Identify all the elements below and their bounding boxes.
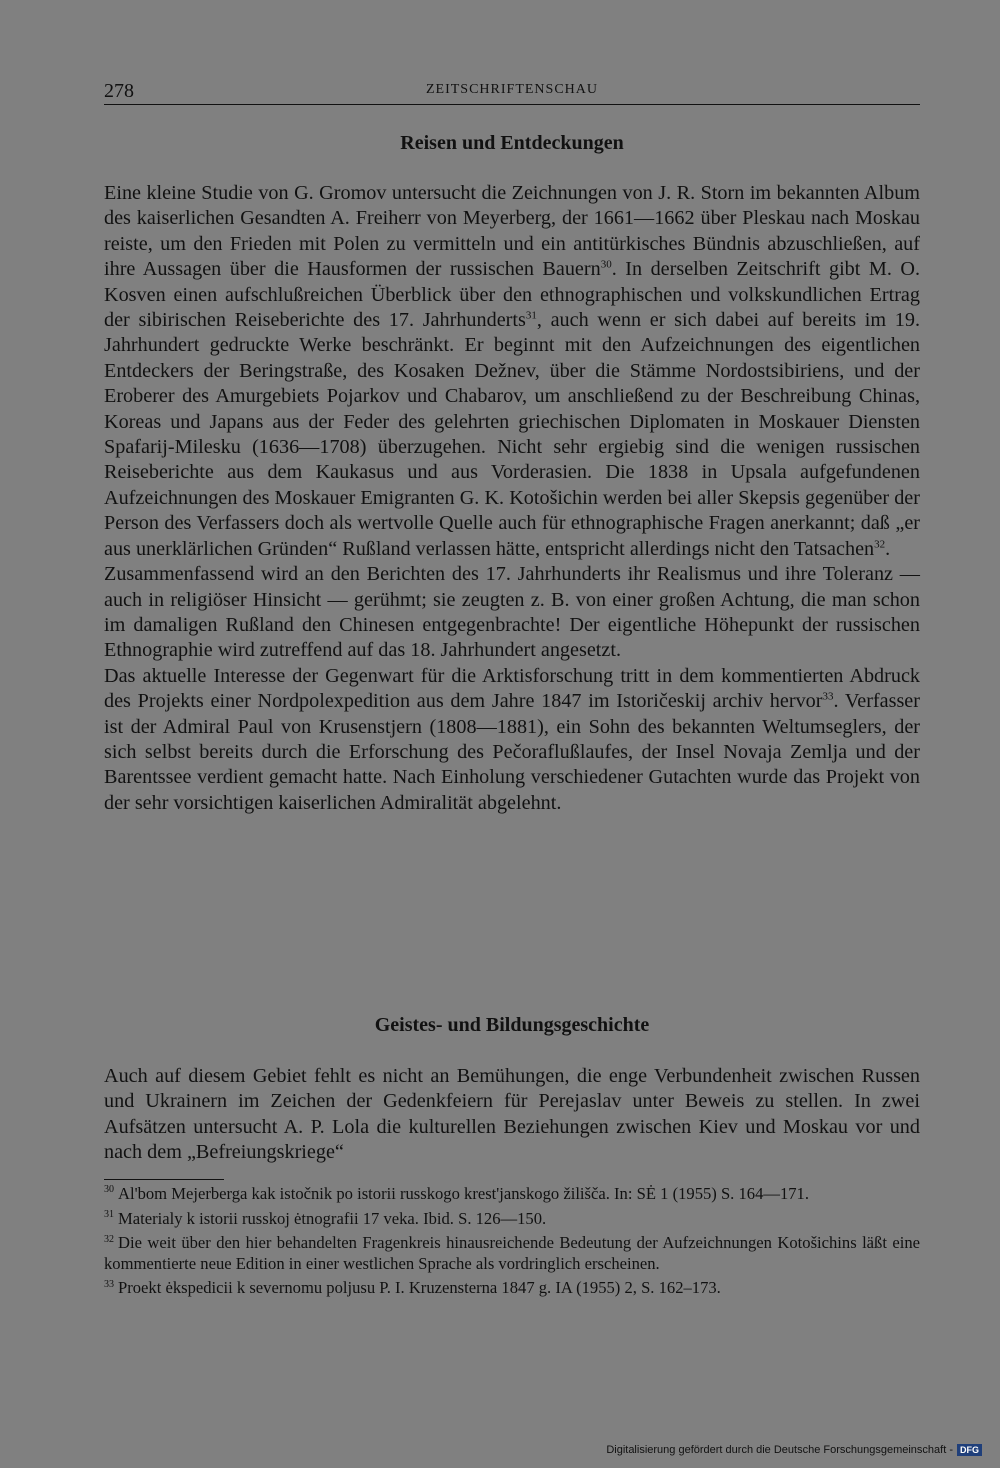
section-body-travels — [104, 181, 920, 816]
footnote-mark: 30 — [104, 1184, 114, 1196]
running-head: ZEITSCHRIFTENSCHAU — [425, 82, 598, 97]
page-number: 278 — [104, 80, 134, 102]
paragraph-text: . Verfasser ist der Admiral Paul von Krusenstjern (1808—1881), ein Sohn des bekannten Weltumseglers, der sich selbst bereits durch die Erforschung des Pečoraflußlaufes, der Insel Novaja Zemlja und der Barentssee verdient gemacht hatte. Nach Einholung verschiedener Gutachten wurde das Projekt von der sehr vorsichtigen kaiserlichen Admiralität abgelehnt. — [104, 690, 920, 814]
digitization-note — [606, 1444, 982, 1456]
footnote-text: Al'bom Mejerberga kak istočnik po istorii russkogo krest'janskogo žilišča. In: SĖ 1 (1955) S. 164—171. — [118, 1184, 810, 1203]
paragraph-text: Eine kleine Studie von G. Gromov untersucht die Zeichnungen von J. R. Storn im bekannten Album des kaiserlichen Gesandten A. Freiherr von Meyerberg, der 1661—1662 über Pleskau nach Moskau reiste, um den Frieden mit Polen zu vermitteln und ein antitürkisches Bündnis abzuschließen, auf ihre Aussagen über die Hausformen der russischen Bauern — [104, 182, 920, 281]
paragraph: Zusammenfassend wird an den Berichten des 17. Jahrhunderts ihr Realismus und ihre Toleranz — auch in religiöser Hinsicht — gerühmt; sie zeugten z. B. von einer großen Achtung, die man schon im damaligen Rußland den Chinesen entgegenbrachte! Der eigentliche Höhepunkt der russischen Ethnographie wird zutreffend auf das 18. Jahrhundert angesetzt. — [104, 563, 920, 662]
paragraph-text: Das aktuelle Interesse der Gegenwart für die Arktisforschung tritt in dem kommentierten Abdruck des Projekts einer Nordpolexpedition aus dem Jahre 1847 im Istoričeskij archiv hervor — [104, 664, 920, 713]
footnote — [104, 1209, 920, 1230]
section-body-intellectual-history — [104, 1064, 920, 1166]
footnote-ref: 33 — [822, 690, 834, 703]
paragraph — [104, 181, 920, 562]
footnote-ref: 30 — [600, 258, 612, 271]
paragraph-text: , auch wenn er sich dabei auf bereits im 19. Jahrhundert gedruckte Werke beschränkt. Er beginnt mit den Aufzeichnungen des eigentlichen Entdeckers der Beringstraße, des Kosaken Dežnev, über die Stämme Nordostsibiriens, und der Eroberer des Amurgebiets Pojarkov und Chabarov, um anschließend zu der Beschreibung Chinas, Koreas und Japans aus der Feder des gelehrten griechischen Diplomaten in Moskauer Diensten Spafarij-Milesku (1636—1708) überzugehen. Nicht sehr ergiebig sind die wenigen russischen Reiseberichte aus dem Kaukasus und aus Vorderasien. Die 1838 in Upsala aufgefundenen Aufzeichnungen des Moskauer Emigranten G. K. Kotošichin werden bei aller Skepsis gegenüber der Person des Verfassers doch als wertvolle Quelle auch für ethnographische Fragen anerkannt; daß „er aus unerklärlichen Gründen“ Rußland verlassen hätte, entspricht allerdings nicht den Tatsachen — [104, 309, 920, 560]
paragraph-text: . In derselben Zeitschrift gibt M. O. Kosven einen aufschlußreichen Überblick über den ethnographischen und volkskundlichen Ertrag der sibirischen Reiseberichte des 17. Jahrhunderts — [104, 258, 920, 332]
paragraph — [104, 664, 920, 816]
paragraph: Auch auf diesem Gebiet fehlt es nicht an Bemühungen, die enge Verbundenheit zwischen Russen und Ukrainern im Zeichen der Gedenkfeiern für Perejaslav unter Beweis zu stellen. In zwei Aufsätzen untersucht A. P. Lola die kulturellen Beziehungen zwischen Kiev und Moskau vor und nach dem „Befreiungskriege“ — [104, 1065, 920, 1164]
footnote-mark: 33 — [104, 1278, 114, 1290]
section-heading-travels: Reisen und Entdeckungen — [400, 132, 624, 154]
footnote-mark: 32 — [104, 1233, 114, 1245]
footnote-text: Proekt ėkspedicii k severnomu poljusu P. I. Kruzensterna 1847 g. IA (1955) 2, S. 162–173. — [118, 1278, 721, 1298]
section-heading-intellectual-history: Geistes- und Bildungsgeschichte — [374, 1014, 650, 1036]
footnote-ref: 32 — [874, 537, 886, 550]
footnote-ref: 31 — [525, 309, 537, 322]
footnote — [104, 1184, 920, 1205]
footnote — [104, 1233, 920, 1274]
digitization-note-text: Digitalisierung gefördert durch die Deutsche Forschungsgemeinschaft - — [606, 1444, 953, 1456]
footnote-mark: 31 — [104, 1209, 114, 1221]
page-header — [104, 78, 920, 105]
footnote-divider — [104, 1179, 224, 1180]
paragraph-text: . — [885, 537, 891, 560]
dfg-logo-icon: DFG — [957, 1444, 982, 1456]
footnote-text: Die weit über den hier behandelten Fragenkreis hinausreichende Bedeutung der Aufzeichnungen Kotošichins läßt eine kommentierte neue Edition in einer westlichen Sprache als vordringlich erscheinen. — [104, 1233, 920, 1273]
footnote-text: Materialy k istorii russkoj ėtnografii 17 veka. Ibid. S. 126—150. — [118, 1208, 547, 1228]
footnote — [104, 1278, 920, 1299]
footnotes — [104, 1184, 920, 1303]
